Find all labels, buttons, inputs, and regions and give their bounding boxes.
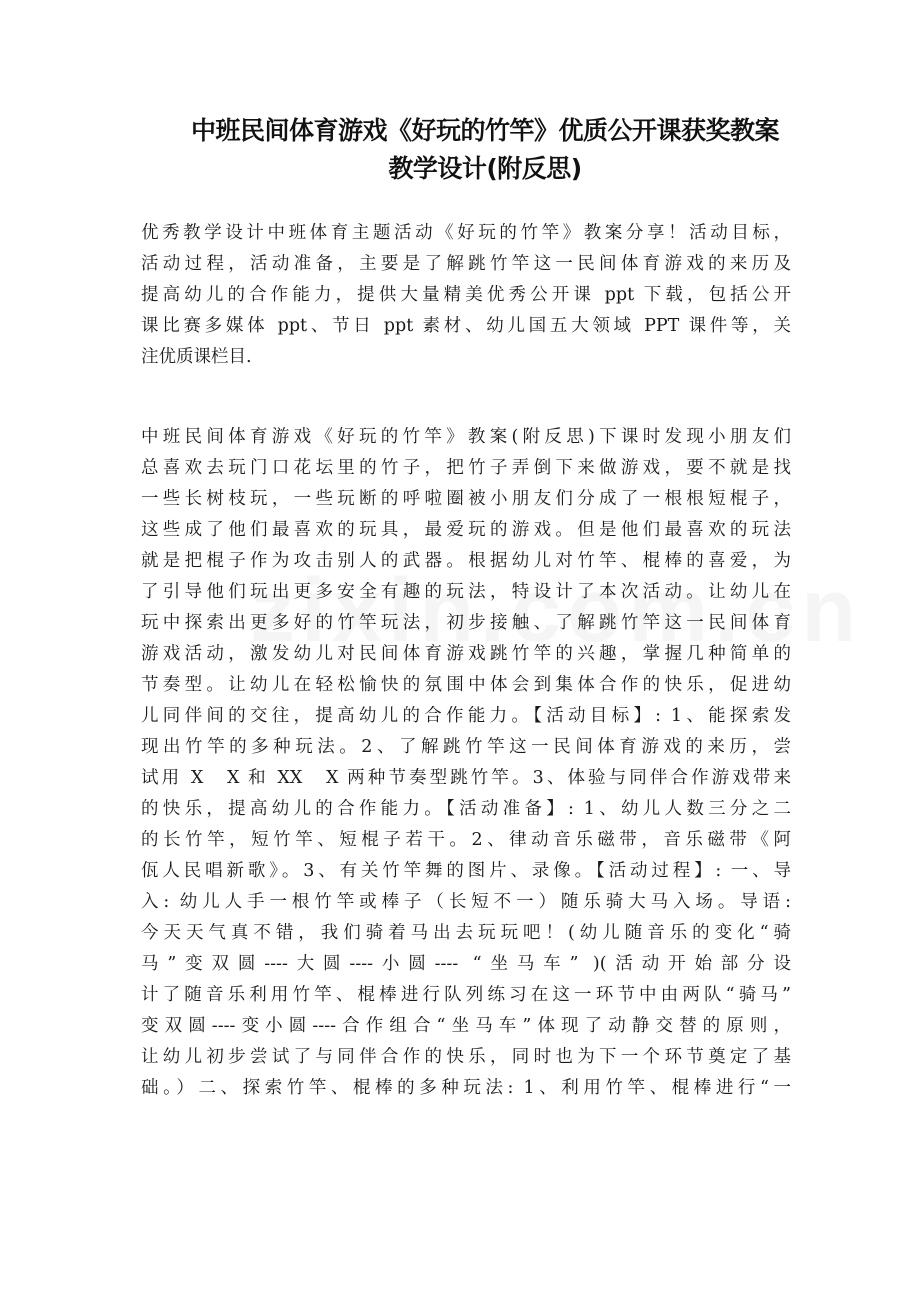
- text-line: 的长竹竿，短竹竿、短棍子若干。2、律动音乐磁带，音乐磁带《阿: [141, 830, 791, 850]
- text-line: 课比赛多媒体 ppt、节日 ppt 素材、幼儿国五大领域 PPT 课件等，关: [141, 316, 791, 336]
- text-line: 玩中探索出更多好的竹竿玩法，初步接触、了解跳竹竿这一民间体育: [141, 613, 791, 633]
- text-line: 活动过程，活动准备，主要是了解跳竹竿这一民间体育游戏的来历及: [141, 254, 791, 274]
- title-line-1: 中班民间体育游戏《好玩的竹竿》优质公开课获奖教案: [190, 116, 779, 145]
- text-line: 总喜欢去玩门口花坛里的竹子，把竹子弄倒下来做游戏，要不就是找: [141, 458, 791, 478]
- text-line: 节奏型。让幼儿在轻松愉快的氛围中体会到集体合作的快乐，促进幼: [141, 675, 791, 695]
- text-line: 儿同伴间的交往，提高幼儿的合作能力。【活动目标】: 1、能探索发: [141, 706, 791, 726]
- text-line: 的快乐，提高幼儿的合作能力。【活动准备】: 1、幼儿人数三分之二: [141, 799, 791, 819]
- text-line: 注优质课栏目.: [141, 347, 252, 367]
- text-line: 让幼儿初步尝试了与同伴合作的快乐，同时也为下一个环节奠定了基: [141, 1047, 791, 1067]
- text-line: 中班民间体育游戏《好玩的竹竿》教案(附反思)下课时发现小朋友们: [141, 427, 791, 447]
- document-title: [140, 112, 830, 188]
- title-line-2: 教学设计(附反思): [388, 154, 582, 183]
- text-line: 就是把棍子作为攻击别人的武器。根据幼儿对竹竿、棍棒的喜爱，为: [141, 551, 791, 571]
- text-line: 提高幼儿的合作能力，提供大量精美优秀公开课 ppt 下载，包括公开: [141, 285, 791, 305]
- text-line: 今天天气真不错，我们骑着马出去玩玩吧！(幼儿随音乐的变化“骑: [141, 923, 791, 943]
- text-line: 入: 幼儿人手一根竹竿或棒子（长短不一）随乐骑大马入场。导语:: [141, 892, 791, 912]
- text-line: 优秀教学设计中班体育主题活动《好玩的竹竿》教案分享！活动目标，: [141, 223, 791, 243]
- text-line: 计了随音乐利用竹竿、棍棒进行队列练习在这一环节中由两队“骑马”: [141, 985, 791, 1005]
- paragraph-intro: [141, 218, 791, 373]
- text-line: 现出竹竿的多种玩法。2、了解跳竹竿这一民间体育游戏的来历，尝: [141, 737, 791, 757]
- text-line: 一些长树枝玩，一些玩断的呼啦圈被小朋友们分成了一根根短棍子，: [141, 489, 791, 509]
- text-line: 试用 X X 和 XX X 两种节奏型跳竹竿。3、体验与同伴合作游戏带来: [141, 768, 791, 788]
- paragraph-body: [141, 422, 791, 1104]
- text-line: 这些成了他们最喜欢的玩具，最爱玩的游戏。但是他们最喜欢的玩法: [141, 520, 791, 540]
- text-line: 础。）二、探索竹竿、棍棒的多种玩法: 1、利用竹竿、棍棒进行“一: [141, 1078, 791, 1098]
- text-line: 变双圆----变小圆----合作组合“坐马车”体现了动静交替的原则，: [141, 1016, 791, 1036]
- text-line: 马”变双圆----大圆----小圆---- “坐马车” )(活动开始部分设: [141, 954, 791, 974]
- text-line: 游戏活动，激发幼儿对民间体育游戏跳竹竿的兴趣，掌握几种简单的: [141, 644, 791, 664]
- text-line: 佤人民唱新歌》。3、有关竹竿舞的图片、录像。【活动过程】: 一、导: [141, 861, 791, 881]
- text-line: 了引导他们玩出更多安全有趣的玩法，特设计了本次活动。让幼儿在: [141, 582, 791, 602]
